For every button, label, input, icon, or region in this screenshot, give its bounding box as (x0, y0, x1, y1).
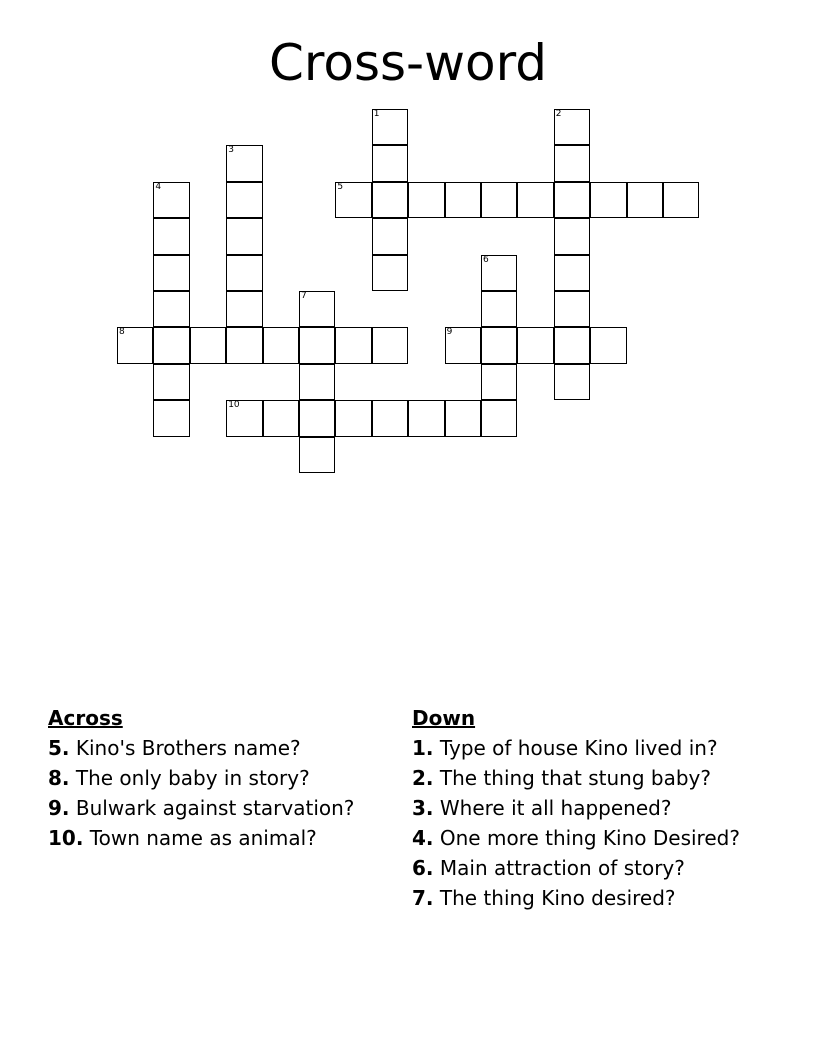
clue-number: 2. (412, 766, 434, 790)
clue-down-1 (412, 733, 772, 763)
grid-cell[interactable] (299, 437, 335, 473)
grid-cell[interactable] (517, 182, 553, 218)
grid-cell[interactable] (554, 364, 590, 400)
grid-cell[interactable] (590, 327, 626, 363)
clue-number: 1. (412, 736, 434, 760)
grid-cell[interactable] (335, 327, 371, 363)
grid-cell[interactable] (226, 182, 262, 218)
cell-number: 8 (119, 327, 125, 338)
cell-number: 4 (155, 181, 162, 192)
grid-cell[interactable] (226, 145, 262, 181)
down-clues (412, 703, 772, 913)
cell-number: 7 (301, 291, 307, 301)
grid-cell[interactable] (153, 364, 189, 400)
grid-cell[interactable] (554, 109, 590, 145)
cell-number: 10 (228, 400, 240, 411)
grid-cell[interactable] (153, 327, 189, 363)
grid-cell[interactable] (554, 255, 590, 291)
grid-cell[interactable] (372, 109, 408, 145)
crossword-grid (0, 0, 816, 500)
grid-cell[interactable] (226, 218, 262, 254)
clue-across-8 (48, 763, 398, 793)
grid-cell[interactable] (153, 182, 189, 218)
grid-cell[interactable] (335, 400, 371, 436)
clue-text: Bulwark against starvation? (75, 796, 355, 820)
clue-number: 10. (48, 826, 84, 850)
clue-text: Type of house Kino lived in? (439, 736, 718, 760)
grid-cell[interactable] (554, 145, 590, 181)
grid-cell[interactable] (627, 182, 663, 218)
grid-cell[interactable] (263, 327, 299, 363)
grid-cell[interactable] (226, 291, 262, 327)
grid-cell[interactable] (190, 327, 226, 363)
grid-cell[interactable] (554, 327, 590, 363)
grid-cell[interactable] (663, 182, 699, 218)
clue-across-10 (48, 823, 398, 853)
clue-down-2 (412, 763, 772, 793)
grid-cell[interactable] (153, 400, 189, 436)
grid-cell[interactable] (226, 327, 262, 363)
clue-text: One more thing Kino Desired? (439, 826, 740, 850)
grid-cell[interactable] (372, 218, 408, 254)
grid-cell[interactable] (299, 364, 335, 400)
cell-number: 3 (228, 145, 234, 156)
cell-number: 1 (373, 109, 380, 119)
cell-number: 9 (446, 327, 453, 338)
clue-down-4 (412, 823, 772, 853)
grid-cell[interactable] (445, 400, 481, 436)
grid-cell[interactable] (517, 327, 553, 363)
across-clues (48, 703, 398, 853)
grid-cell[interactable] (299, 400, 335, 436)
grid-cell[interactable] (481, 327, 517, 363)
grid-cell[interactable] (554, 182, 590, 218)
clue-down-7 (412, 883, 772, 913)
clue-number: 6. (412, 856, 434, 880)
grid-cell[interactable] (335, 182, 371, 218)
clue-text: Where it all happened? (439, 796, 672, 820)
grid-cell[interactable] (226, 400, 262, 436)
grid-cell[interactable] (153, 218, 189, 254)
grid-cell[interactable] (590, 182, 626, 218)
grid-cell[interactable] (481, 182, 517, 218)
clue-text: Kino's Brothers name? (75, 736, 301, 760)
cell-number: 5 (337, 181, 344, 192)
clue-number: 5. (48, 736, 70, 760)
cell-number: 6 (483, 254, 489, 265)
clue-text: The thing Kino desired? (439, 886, 676, 910)
clue-number: 8. (48, 766, 70, 790)
grid-cell[interactable] (481, 291, 517, 327)
clue-text: The only baby in story? (75, 766, 310, 790)
grid-cell[interactable] (153, 255, 189, 291)
grid-cell[interactable] (408, 182, 444, 218)
grid-cell[interactable] (481, 364, 517, 400)
grid-cell[interactable] (481, 400, 517, 436)
grid-cell[interactable] (117, 327, 153, 363)
clue-across-5 (48, 733, 398, 763)
grid-cell[interactable] (226, 255, 262, 291)
grid-cell[interactable] (299, 327, 335, 363)
clue-text: The thing that stung baby? (439, 766, 711, 790)
grid-cell[interactable] (445, 327, 481, 363)
grid-cell[interactable] (554, 291, 590, 327)
clue-number: 7. (412, 886, 434, 910)
grid-cell[interactable] (554, 218, 590, 254)
clue-down-3 (412, 793, 772, 823)
clue-across-9 (48, 793, 398, 823)
across-heading: Across (48, 706, 123, 730)
clue-text: Town name as animal? (89, 826, 317, 850)
grid-cell[interactable] (263, 400, 299, 436)
grid-cell[interactable] (445, 182, 481, 218)
grid-cell[interactable] (299, 291, 335, 327)
grid-cell[interactable] (372, 182, 408, 218)
grid-cell[interactable] (481, 255, 517, 291)
grid-cell[interactable] (372, 145, 408, 181)
clue-down-6 (412, 853, 772, 883)
clue-number: 3. (412, 796, 434, 820)
down-heading: Down (412, 706, 476, 730)
grid-cell[interactable] (372, 255, 408, 291)
grid-cell[interactable] (372, 400, 408, 436)
clue-number: 9. (48, 796, 70, 820)
grid-cell[interactable] (408, 400, 444, 436)
clue-number: 4. (412, 826, 434, 850)
clue-text: Main attraction of story? (439, 856, 685, 880)
grid-cell[interactable] (153, 291, 189, 327)
grid-cell[interactable] (372, 327, 408, 363)
page-title: Cross-word (268, 34, 547, 92)
cell-number: 2 (555, 109, 562, 119)
